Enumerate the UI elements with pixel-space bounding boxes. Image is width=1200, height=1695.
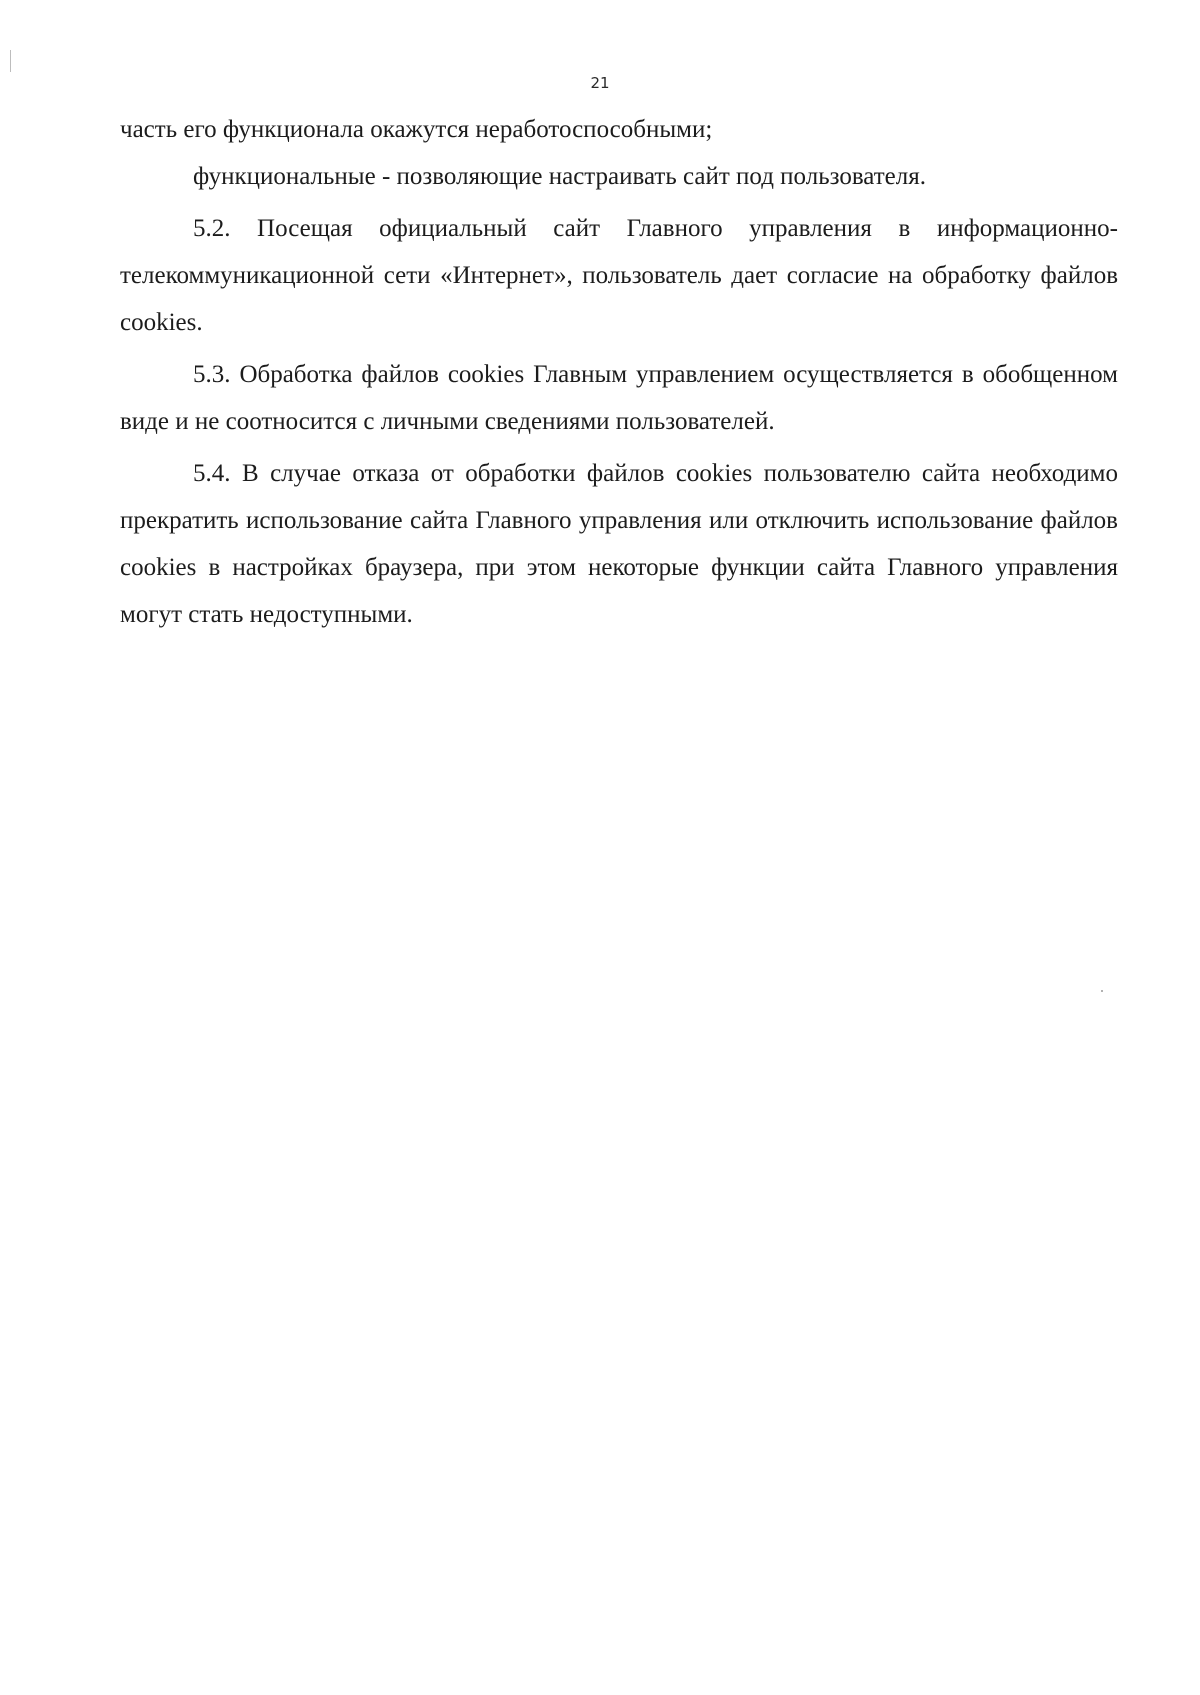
paragraph-continuation: часть его функционала окажутся неработоспособными;: [120, 116, 713, 143]
scan-speck: [1101, 990, 1103, 992]
document-body: [120, 106, 1118, 638]
paragraph-5-2: 5.2. Посещая официальный сайт Главного управления в информационно-телекоммуникационной сети «Интернет», пользователь дает согласие на обработку файлов cookies.: [120, 215, 1118, 336]
paragraph-5-3: 5.3. Обработка файлов cookies Главным управлением осуществляется в обобщенном виде и не соотносится с личными сведениями пользователей.: [120, 361, 1118, 435]
paragraph-5-4: 5.4. В случае отказа от обработки файлов cookies пользователю сайта необходимо прекратить использование сайта Главного управления или отключить использование файлов cookies в настройках браузера, при этом некоторые функции сайта Главного управления могут стать недоступными.: [120, 460, 1118, 628]
scan-artifact: [10, 50, 11, 72]
page-number: 21: [590, 74, 610, 92]
paragraph-functional-cookies: функциональные - позволяющие настраивать сайт под пользователя.: [193, 163, 926, 190]
